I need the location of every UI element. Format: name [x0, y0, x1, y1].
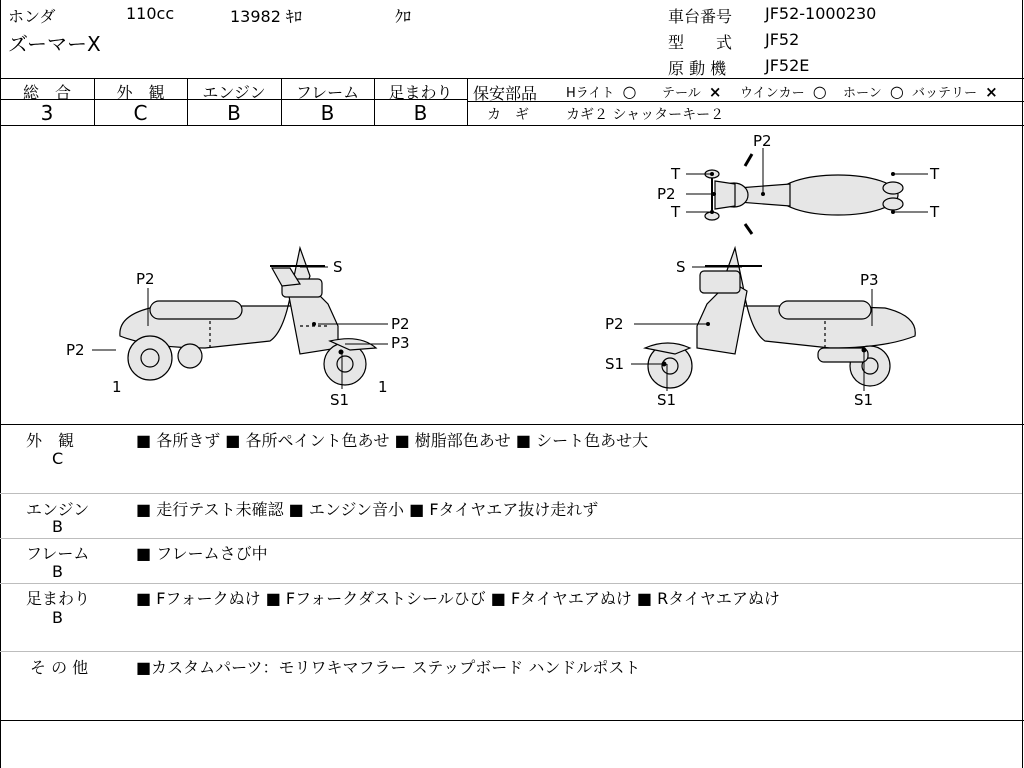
safety-mid-line — [468, 101, 1024, 102]
safety-battery — [912, 82, 998, 101]
label-p2: P2 — [136, 270, 155, 288]
mileage: 13982 ｷﾛ — [230, 7, 302, 26]
model-name: ズーマーX — [8, 32, 101, 56]
label-s: S — [676, 258, 686, 276]
safety-horn — [843, 82, 904, 101]
grade-overall-label: 総 合 — [22, 83, 71, 102]
detail-exterior-grade: C — [52, 449, 64, 468]
safety-item-mark: × — [708, 83, 722, 101]
detail-other-label: そ の 他 — [30, 658, 89, 677]
grade-suspension-label: 足まわり — [388, 83, 453, 102]
grade-frame-value: B — [320, 101, 335, 125]
label-p2: P2 — [753, 132, 772, 150]
label-s: S — [333, 258, 343, 276]
detail-suspension-label: 足まわり — [26, 589, 91, 608]
grade-exterior-label: 外 観 — [116, 83, 165, 102]
grade-engine-value: B — [227, 101, 241, 125]
maker-name: ホンダ — [8, 7, 56, 26]
grade-divider — [467, 78, 468, 125]
safety-item-name: テール — [662, 86, 701, 101]
safety-winker — [740, 82, 827, 101]
grade-frame-label: フレーム — [295, 83, 360, 102]
label-t: T — [930, 203, 940, 221]
label-s1: S1 — [330, 391, 350, 409]
safety-item-name: バッテリー — [912, 86, 978, 101]
label-p2: P2 — [391, 315, 410, 333]
right-side-scooter-icon — [645, 248, 915, 388]
safety-item-name: ウインカー — [740, 86, 805, 101]
key-label: カ ギ — [487, 107, 529, 123]
details-divider — [0, 493, 1022, 494]
grade-overall-value: 3 — [40, 101, 54, 125]
label-p2: P2 — [605, 315, 624, 333]
label-t: T — [930, 165, 940, 183]
grade-suspension-value: B — [413, 101, 428, 125]
label-p2: P2 — [66, 341, 85, 359]
safety-item-mark: ○ — [889, 82, 904, 101]
safety-tail — [662, 82, 721, 101]
detail-exterior-label: 外 観 — [26, 431, 75, 450]
label-1: 1 — [378, 378, 388, 396]
type-value: JF52 — [765, 30, 800, 49]
detail-engine-label: エンジン — [26, 500, 90, 519]
label-s1: S1 — [854, 391, 874, 409]
engine-model-label: 原 動 機 — [668, 59, 727, 78]
frame-no-value: JF52-1000230 — [765, 4, 877, 23]
safety-item-mark: ○ — [622, 82, 637, 101]
engine-model-value: JF52E — [765, 56, 810, 75]
diagram-labels — [66, 132, 940, 409]
label-p3: P3 — [391, 334, 410, 352]
detail-engine-text: ■ 走行テスト未確認 ■ エンジン音小 ■ Fタイヤエア抜け走れず — [136, 500, 599, 519]
detail-frame-label: フレーム — [26, 544, 90, 563]
frame-no-label: 車台番号 — [668, 7, 733, 26]
label-p3: P3 — [860, 271, 879, 289]
grade-engine-label: エンジン — [202, 83, 266, 102]
details-divider — [0, 651, 1022, 652]
color: ｸﾛ — [395, 7, 412, 26]
safety-item-name: ホーン — [843, 86, 882, 101]
safety-item-mark: ○ — [812, 82, 827, 101]
detail-frame-grade: B — [52, 562, 63, 581]
details-divider — [0, 538, 1022, 539]
label-1: 1 — [112, 378, 122, 396]
details-divider — [0, 583, 1022, 584]
label-t: T — [671, 203, 681, 221]
details-top-line — [0, 424, 1024, 425]
label-s1: S1 — [657, 391, 677, 409]
detail-suspension-text: ■ Fフォークぬけ ■ Fフォークダストシールひび ■ Fタイヤエアぬけ ■ Rタイヤエアぬけ — [136, 589, 780, 608]
damage-diagram — [0, 126, 1022, 424]
grade-table-top — [0, 78, 1024, 79]
displacement: 110cc — [126, 4, 175, 23]
detail-other-text: ■カスタムパーツ：モリワキマフラー ステップボード ハンドルポスト — [136, 658, 641, 677]
top-view-scooter-icon — [705, 154, 903, 234]
detail-engine-grade: B — [52, 517, 63, 536]
grade-exterior-value: C — [133, 101, 148, 125]
detail-exterior-text: ■ 各所きず ■ 各所ペイント色あせ ■ 樹脂部色あせ ■ シート色あせ大 — [136, 431, 649, 450]
safety-label: 保安部品 — [473, 84, 538, 103]
detail-frame-text: ■ フレームさび中 — [136, 544, 268, 563]
label-p2: P2 — [657, 185, 676, 203]
details-bottom-line — [0, 720, 1024, 721]
detail-suspension-grade: B — [52, 608, 63, 627]
label-s1: S1 — [605, 355, 625, 373]
safety-item-mark: × — [985, 83, 998, 101]
label-t: T — [671, 165, 681, 183]
key-value: カギ２ シャッターキー２ — [566, 107, 725, 123]
frame-right-border — [1022, 0, 1023, 768]
safety-headlight — [566, 82, 637, 101]
safety-item-name: Hライト — [566, 86, 615, 101]
type-label: 型 式 — [668, 33, 733, 52]
